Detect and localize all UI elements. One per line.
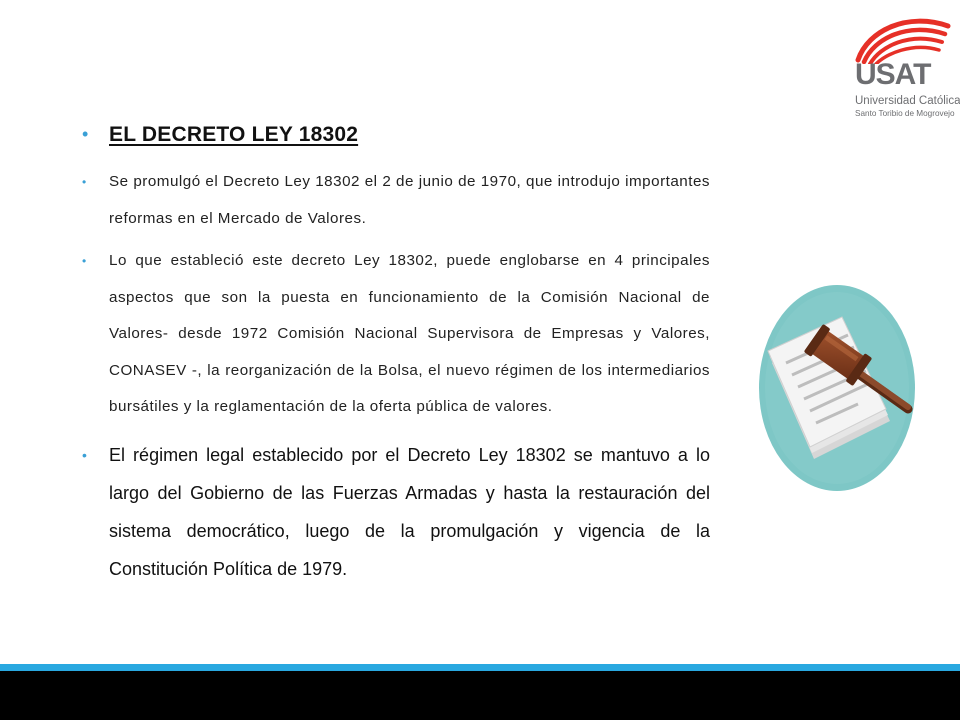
- footer-bar: [0, 671, 960, 720]
- paragraph-2: [82, 243, 710, 426]
- paragraph-3: [82, 436, 710, 588]
- logo-subtitle-text: Santo Toribio de Mogrovejo: [855, 109, 955, 118]
- logo-university-text: Universidad Católica: [855, 95, 960, 107]
- bullet-icon: •: [82, 254, 87, 268]
- bullet-icon: •: [82, 446, 87, 463]
- gavel-documents-icon: [758, 283, 916, 493]
- slide-content: [82, 120, 710, 588]
- logo-arcs-icon: [850, 12, 955, 64]
- paragraph-text: El régimen legal establecido por el Decreto Ley 18302 se mantuvo a lo largo del Gobierno de las Fuerzas Armadas y hasta la restauración del sistema democrático, luego de la promulgación y vigencia de la Constitución Política de 1979.: [109, 444, 710, 579]
- logo-brand-text: USAT: [855, 58, 931, 91]
- slide-heading: EL DECRETO LEY 18302: [109, 123, 359, 146]
- bullet-icon: •: [82, 175, 87, 189]
- paragraph-1: [82, 164, 710, 237]
- bullet-icon: •: [82, 124, 89, 144]
- heading-item: [82, 120, 710, 150]
- paragraph-text: Se promulgó el Decreto Ley 18302 el 2 de junio de 1970, que introdujo importantes reformas en el Mercado de Valores.: [109, 173, 710, 227]
- usat-logo: [850, 12, 960, 127]
- paragraph-text: Lo que estableció este decreto Ley 18302, puede englobarse en 4 principales aspectos que son la puesta en funcionamiento de la Comisión Nacional de Valores- desde 1972 Comisión Nacional Supervisora de Empresas y Valores, CONASEV -, la reorganización de la Bolsa, el nuevo régimen de los intermediarios bursátiles y la reglamentación de la oferta pública de valores.: [109, 252, 710, 415]
- footer-accent-stripe: [0, 664, 960, 671]
